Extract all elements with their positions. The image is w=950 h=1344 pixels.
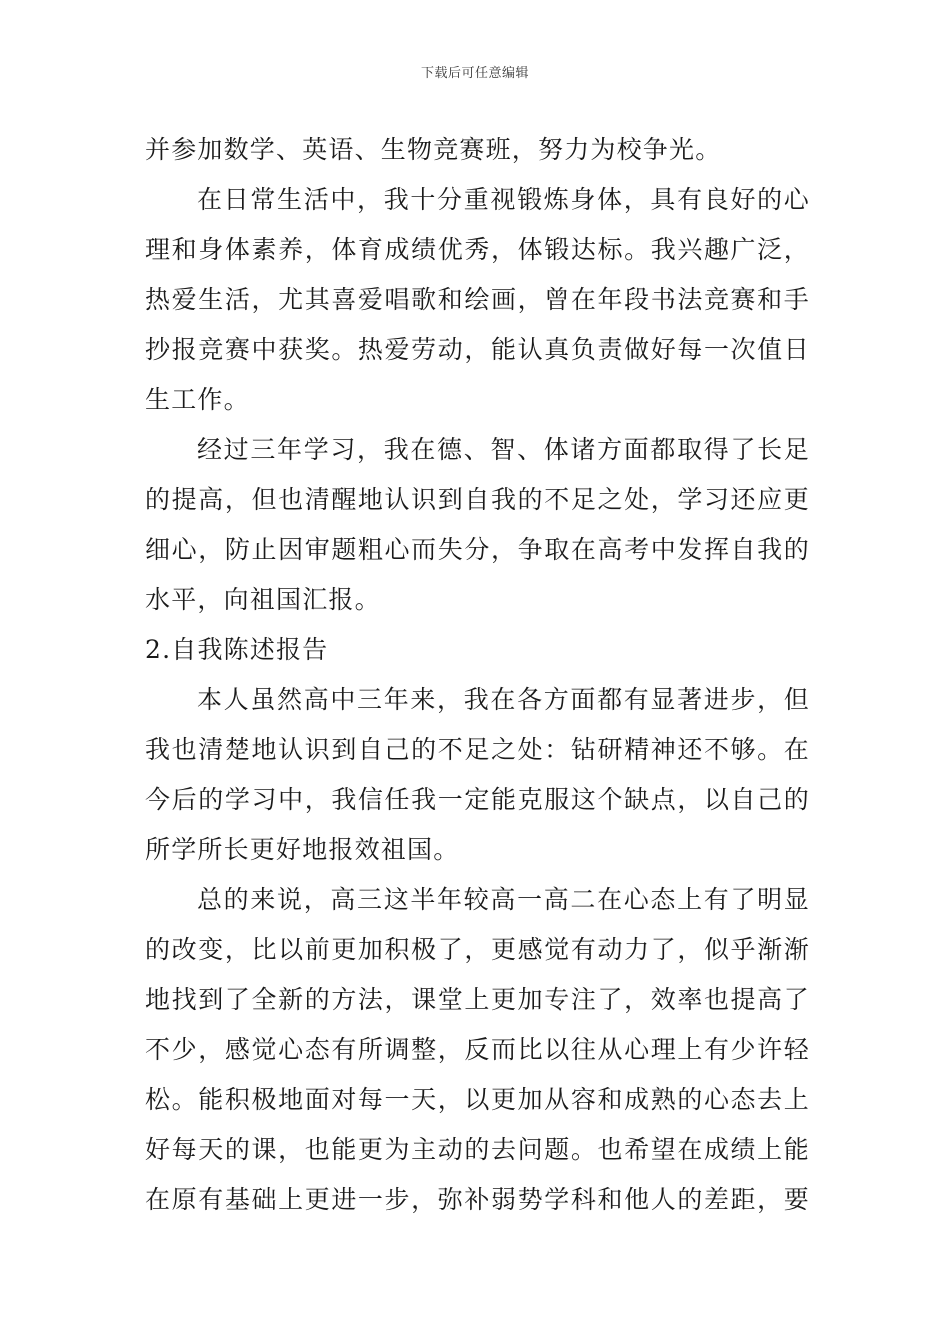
- text-line: 不少，感觉心态有所调整，反而比以往从心理上有少许轻: [145, 1035, 810, 1064]
- page-header: 下载后可任意编辑: [420, 66, 529, 81]
- text-line: 并参加数学、英语、生物竞赛班，努力为校争光。: [145, 135, 722, 164]
- text-line: 松。能积极地面对每一天，以更加从容和成熟的心态去上: [145, 1085, 810, 1114]
- text-line: 地找到了全新的方法，课堂上更加专注了，效率也提高了: [145, 985, 810, 1014]
- text-line: 所学所长更好地报效祖国。: [145, 835, 460, 864]
- text-line: 细心，防止因审题粗心而失分，争取在高考中发挥自我的: [145, 535, 810, 564]
- text-line: 今后的学习中，我信任我一定能克服这个缺点，以自己的: [145, 785, 810, 814]
- text-line: 在日常生活中，我十分重视锻炼身体，具有良好的心: [197, 185, 810, 214]
- text-line: 生工作。: [145, 385, 250, 414]
- text-line: 本人虽然高中三年来，我在各方面都有显著进步，但: [197, 685, 810, 714]
- text-line: 水平，向祖国汇报。: [145, 585, 381, 614]
- text-line: 抄报竞赛中获奖。热爱劳动，能认真负责做好每一次值日: [145, 335, 810, 364]
- text-line: 我也清楚地认识到自己的不足之处：钻研精神还不够。在: [145, 735, 810, 764]
- text-line: 的改变，比以前更加积极了，更感觉有动力了，似乎渐渐: [145, 935, 810, 964]
- text-line: 在原有基础上更进一步，弥补弱势学科和他人的差距，要: [145, 1185, 810, 1214]
- text-line: 的提高，但也清醒地认识到自我的不足之处，学习还应更: [145, 485, 810, 514]
- text-line: 总的来说，高三这半年较高一高二在心态上有了明显: [197, 885, 810, 914]
- text-line: 理和身体素养，体育成绩优秀，体锻达标。我兴趣广泛，: [145, 235, 810, 264]
- text-line: 好每天的课，也能更为主动的去问题。也希望在成绩上能: [145, 1135, 810, 1164]
- text-line: 2.自我陈述报告: [145, 635, 329, 664]
- document-body: [145, 125, 810, 1225]
- text-line: 热爱生活，尤其喜爱唱歌和绘画，曾在年段书法竞赛和手: [145, 285, 810, 314]
- text-line: 经过三年学习，我在德、智、体诸方面都取得了长足: [197, 435, 810, 464]
